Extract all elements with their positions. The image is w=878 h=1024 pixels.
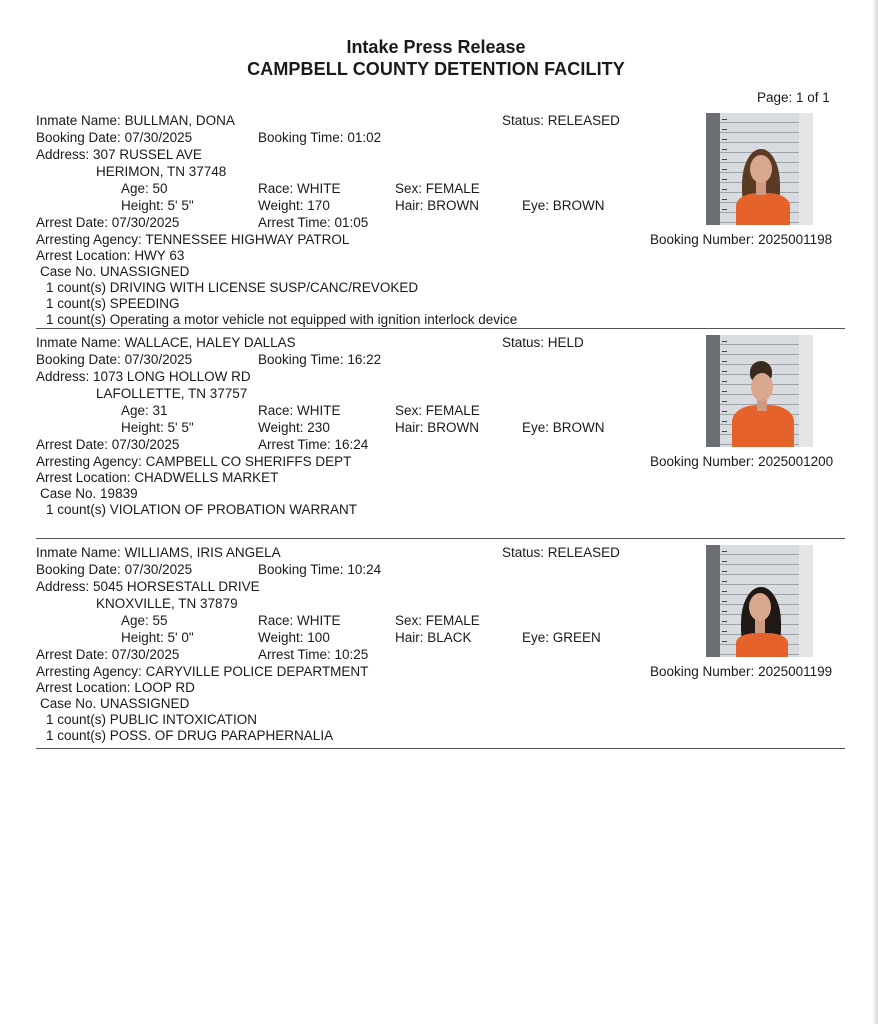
arrest-time-value: 10:25	[334, 647, 369, 662]
race-label: Race:	[258, 181, 294, 196]
inmate-name	[36, 545, 281, 561]
page-edge-shadow	[872, 0, 878, 1024]
status-value: RELEASED	[547, 545, 620, 560]
arresting-agency	[36, 232, 349, 248]
weight	[258, 630, 330, 646]
age-value: 55	[152, 613, 168, 628]
booking-number	[650, 664, 832, 680]
height-label: Height:	[121, 198, 164, 213]
mugshot-photo	[706, 113, 813, 225]
hair	[395, 630, 472, 646]
arrest-date-value: 07/30/2025	[111, 647, 180, 662]
charge-line: 1 count(s) SPEEDING	[46, 296, 180, 311]
age-value: 31	[152, 403, 168, 418]
charge-line: 1 count(s) VIOLATION OF PROBATION WARRANT	[46, 502, 358, 517]
booking-date-value: 07/30/2025	[124, 562, 193, 577]
hair-value: BROWN	[427, 198, 480, 213]
eye	[522, 198, 605, 214]
arrest-time	[258, 647, 368, 663]
booking-date	[36, 130, 192, 146]
booking-number-label: Booking Number:	[650, 664, 755, 679]
booking-date-label: Booking Date:	[36, 562, 121, 577]
booking-date-label: Booking Date:	[36, 352, 121, 367]
booking-number-value: 2025001200	[758, 454, 834, 469]
sex-label: Sex:	[395, 403, 423, 418]
arresting-agency-value: CARYVILLE POLICE DEPARTMENT	[145, 664, 369, 679]
eye-label: Eye:	[522, 630, 550, 645]
weight-label: Weight:	[258, 630, 304, 645]
status-value: RELEASED	[547, 113, 620, 128]
arresting-agency-value: TENNESSEE HIGHWAY PATROL	[145, 232, 350, 247]
address-city-line: HERIMON, TN 37748	[96, 164, 227, 179]
case-number-value: 19839	[100, 486, 138, 501]
sex-value: FEMALE	[425, 181, 480, 196]
inmate-name-value: WALLACE, HALEY DALLAS	[124, 335, 296, 350]
weight-label: Weight:	[258, 198, 304, 213]
booking-time-label: Booking Time:	[258, 130, 344, 145]
record-separator	[36, 328, 845, 329]
booking-number	[650, 232, 832, 248]
eye-value: GREEN	[552, 630, 601, 645]
hair	[395, 420, 479, 436]
address-value: 5045 HORSESTALL DRIVE	[93, 579, 260, 594]
eye-value: BROWN	[552, 420, 605, 435]
height-value: 5' 0"	[167, 630, 194, 645]
inmate-name-label: Inmate Name:	[36, 335, 121, 350]
address-label: Address:	[36, 369, 90, 384]
height	[121, 630, 194, 646]
sex-value: FEMALE	[425, 403, 480, 418]
status-label: Status:	[502, 335, 545, 350]
status	[502, 545, 620, 561]
inmate-name	[36, 335, 296, 351]
arrest-date-label: Arrest Date:	[36, 647, 109, 662]
arrest-date	[36, 437, 179, 453]
weight	[258, 198, 330, 214]
status-value: HELD	[547, 335, 584, 350]
booking-time-value: 10:24	[347, 562, 382, 577]
address	[36, 147, 202, 163]
address-city-line: KNOXVILLE, TN 37879	[96, 596, 238, 611]
charge-line: 1 count(s) DRIVING WITH LICENSE SUSP/CANC/REVOKED	[46, 280, 419, 295]
booking-date-value: 07/30/2025	[124, 352, 193, 367]
age-label: Age:	[121, 613, 149, 628]
booking-number	[650, 454, 833, 470]
eye-value: BROWN	[552, 198, 605, 213]
booking-number-value: 2025001199	[758, 664, 833, 679]
arresting-agency	[36, 454, 351, 470]
eye	[522, 630, 601, 646]
booking-number-label: Booking Number:	[650, 232, 755, 247]
arrest-date-value: 07/30/2025	[111, 437, 180, 452]
arrest-location	[36, 470, 278, 486]
arrest-date-value: 07/30/2025	[111, 215, 180, 230]
arrest-location-label: Arrest Location:	[36, 248, 131, 263]
hair	[395, 198, 479, 214]
arrest-location-value: LOOP RD	[134, 680, 195, 695]
arrest-location-value: HWY 63	[134, 248, 185, 263]
height-label: Height:	[121, 630, 164, 645]
booking-number-value: 2025001198	[758, 232, 833, 247]
charge-line: 1 count(s) POSS. OF DRUG PARAPHERNALIA	[46, 728, 334, 743]
eye	[522, 420, 605, 436]
weight-label: Weight:	[258, 420, 304, 435]
hair-value: BROWN	[427, 420, 480, 435]
inmate-name-value: BULLMAN, DONA	[124, 113, 235, 128]
status	[502, 335, 584, 351]
booking-date	[36, 352, 192, 368]
age	[121, 181, 168, 197]
arrest-time	[258, 437, 368, 453]
case-number-value: UNASSIGNED	[100, 696, 190, 711]
address-city-line: LAFOLLETTE, TN 37757	[96, 386, 248, 401]
booking-time	[258, 562, 381, 578]
case-number	[40, 486, 138, 502]
sex-label: Sex:	[395, 613, 423, 628]
arresting-agency-label: Arresting Agency:	[36, 232, 142, 247]
arresting-agency-label: Arresting Agency:	[36, 454, 142, 469]
booking-date-label: Booking Date:	[36, 130, 121, 145]
age-label: Age:	[121, 181, 149, 196]
hair-label: Hair:	[395, 420, 424, 435]
inmate-name-label: Inmate Name:	[36, 545, 121, 560]
case-number	[40, 264, 189, 280]
record-separator	[36, 538, 845, 539]
race-value: WHITE	[297, 181, 341, 196]
facility-name: CAMPBELL COUNTY DETENTION FACILITY	[247, 59, 625, 79]
case-number-label: Case No.	[40, 264, 97, 279]
arrest-date	[36, 647, 179, 663]
address-label: Address:	[36, 147, 90, 162]
charge-line: 1 count(s) Operating a motor vehicle not equipped with ignition interlock device	[46, 312, 518, 327]
inmate-record	[0, 545, 872, 765]
arrest-location-label: Arrest Location:	[36, 470, 131, 485]
height-value: 5' 5"	[167, 198, 194, 213]
weight-value: 230	[307, 420, 330, 435]
inmate-name	[36, 113, 235, 129]
booking-time	[258, 352, 381, 368]
race-label: Race:	[258, 613, 294, 628]
sex	[395, 181, 480, 197]
address-value: 307 RUSSEL AVE	[93, 147, 202, 162]
weight-value: 100	[307, 630, 330, 645]
race-label: Race:	[258, 403, 294, 418]
height	[121, 420, 194, 436]
booking-time-label: Booking Time:	[258, 562, 344, 577]
race	[258, 181, 341, 197]
arrest-location	[36, 680, 195, 696]
inmate-name-value: WILLIAMS, IRIS ANGELA	[124, 545, 281, 560]
race	[258, 613, 341, 629]
case-number-label: Case No.	[40, 486, 97, 501]
arresting-agency-label: Arresting Agency:	[36, 664, 142, 679]
hair-value: BLACK	[427, 630, 472, 645]
address	[36, 579, 260, 595]
page-number: Page: 1 of 1	[757, 90, 830, 105]
case-number	[40, 696, 189, 712]
mugshot-photo	[706, 335, 813, 447]
case-number-label: Case No.	[40, 696, 97, 711]
status	[502, 113, 620, 129]
address	[36, 369, 251, 385]
inmate-record	[0, 335, 872, 555]
status-label: Status:	[502, 113, 545, 128]
height-label: Height:	[121, 420, 164, 435]
inmate-name-label: Inmate Name:	[36, 113, 121, 128]
booking-time-value: 01:02	[347, 130, 382, 145]
sex-value: FEMALE	[425, 613, 480, 628]
arresting-agency	[36, 664, 368, 680]
address-value: 1073 LONG HOLLOW RD	[93, 369, 251, 384]
eye-label: Eye:	[522, 198, 550, 213]
arrest-time	[258, 215, 368, 231]
age	[121, 403, 168, 419]
booking-date-value: 07/30/2025	[124, 130, 193, 145]
arrest-date-label: Arrest Date:	[36, 215, 109, 230]
arresting-agency-value: CAMPBELL CO SHERIFFS DEPT	[145, 454, 352, 469]
hair-label: Hair:	[395, 198, 424, 213]
arrest-time-label: Arrest Time:	[258, 437, 331, 452]
weight-value: 170	[307, 198, 330, 213]
arrest-location-label: Arrest Location:	[36, 680, 131, 695]
hair-label: Hair:	[395, 630, 424, 645]
arrest-date-label: Arrest Date:	[36, 437, 109, 452]
charge-line: 1 count(s) PUBLIC INTOXICATION	[46, 712, 258, 727]
height-value: 5' 5"	[167, 420, 194, 435]
eye-label: Eye:	[522, 420, 550, 435]
booking-number-label: Booking Number:	[650, 454, 755, 469]
arrest-time-label: Arrest Time:	[258, 647, 331, 662]
case-number-value: UNASSIGNED	[100, 264, 190, 279]
arrest-date	[36, 215, 179, 231]
status-label: Status:	[502, 545, 545, 560]
arrest-time-label: Arrest Time:	[258, 215, 331, 230]
age-value: 50	[152, 181, 168, 196]
race-value: WHITE	[297, 613, 341, 628]
arrest-location	[36, 248, 184, 264]
report-title: Intake Press Release	[346, 37, 526, 57]
booking-time	[258, 130, 381, 146]
booking-time-label: Booking Time:	[258, 352, 344, 367]
race-value: WHITE	[297, 403, 341, 418]
address-label: Address:	[36, 579, 90, 594]
arrest-time-value: 01:05	[334, 215, 369, 230]
booking-time-value: 16:22	[347, 352, 382, 367]
height	[121, 198, 194, 214]
mugshot-photo	[706, 545, 813, 657]
arrest-time-value: 16:24	[334, 437, 369, 452]
record-separator	[36, 748, 845, 749]
age-label: Age:	[121, 403, 149, 418]
weight	[258, 420, 330, 436]
sex-label: Sex:	[395, 181, 423, 196]
race	[258, 403, 341, 419]
inmate-record	[0, 113, 872, 333]
sex	[395, 403, 480, 419]
arrest-location-value: CHADWELLS MARKET	[134, 470, 279, 485]
booking-date	[36, 562, 192, 578]
age	[121, 613, 168, 629]
report-header	[0, 36, 872, 80]
sex	[395, 613, 480, 629]
